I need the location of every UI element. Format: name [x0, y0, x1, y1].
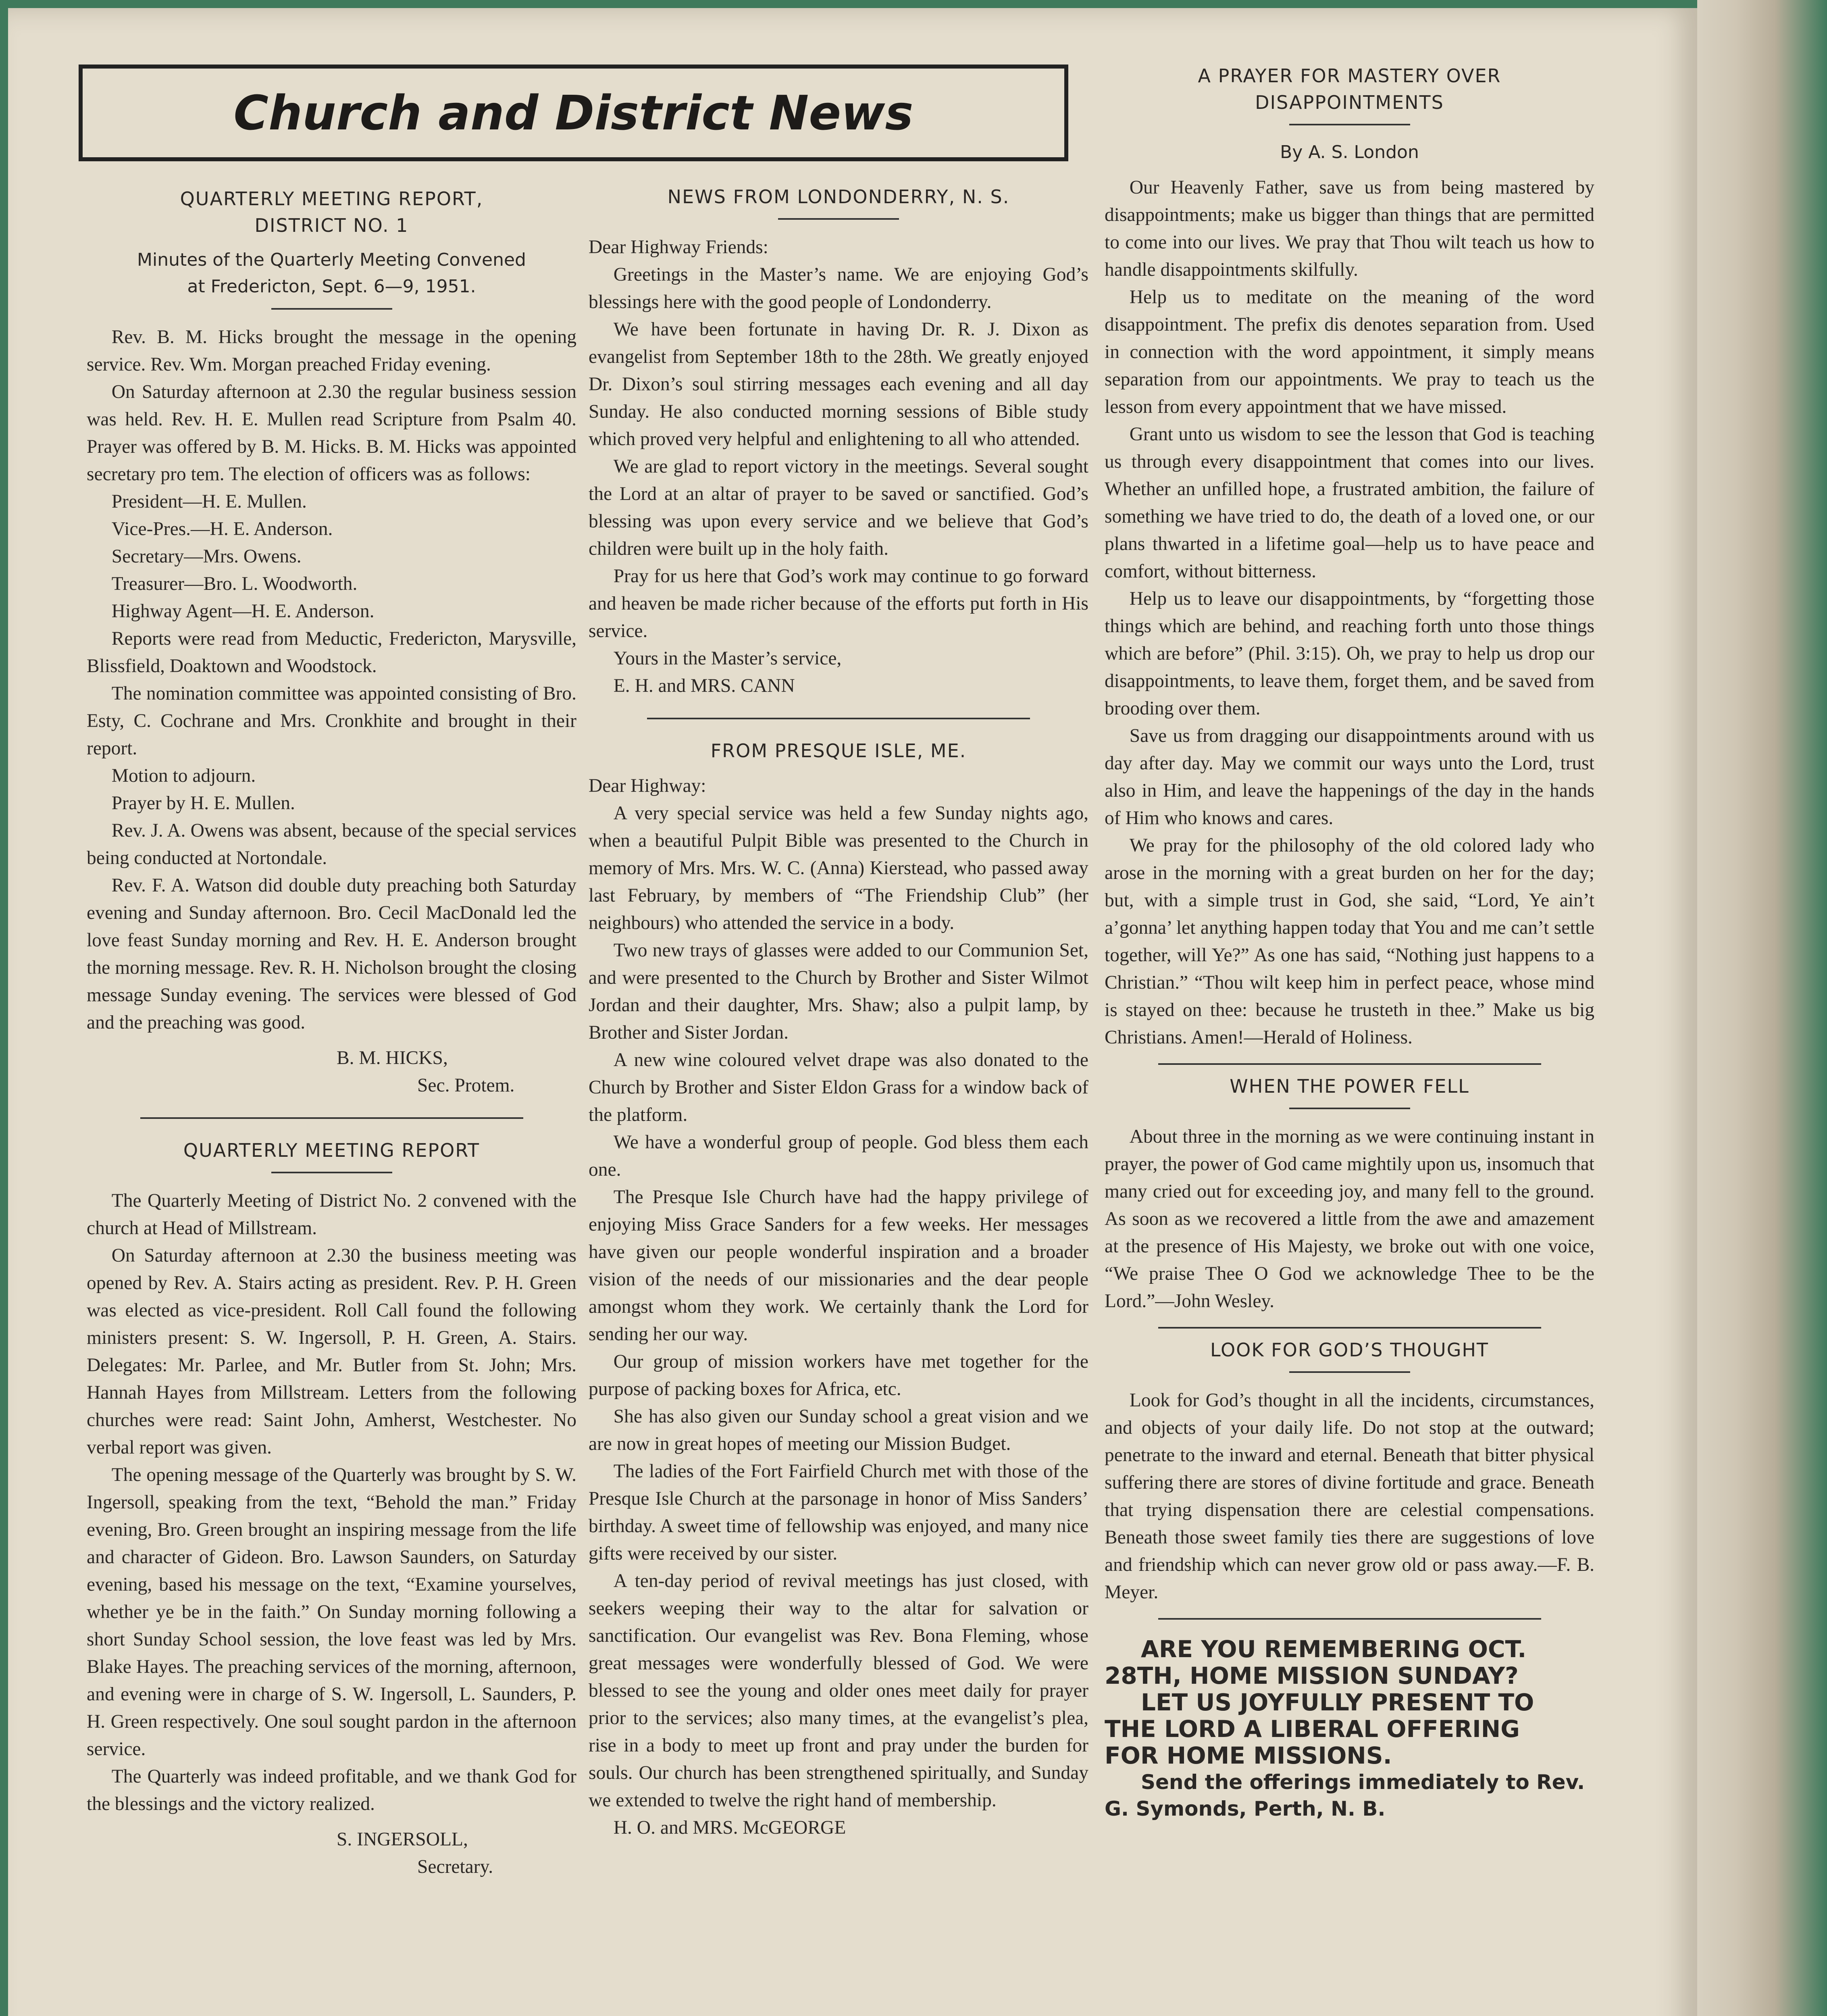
divider: [1289, 124, 1410, 125]
paragraph: Our group of mission workers have met together for the purpose of packing boxes for Africa, etc.: [589, 1351, 1088, 1400]
paragraph: Rev. J. A. Owens was absent, because of the special services being conducted at Nortondale.: [87, 820, 576, 868]
paragraph: A very special service was held a few Sunday nights ago, when a beautiful Pulpit Bible was presented to the Church in memory of Mrs. Mrs. W. C. (Anna) Kierstead, who passed away last February, by members of “The Friendship Club” (her neighbours) who attended the service in a body.: [589, 803, 1088, 933]
paragraph: The Quarterly Meeting of District No. 2 convened with the church at Head of Millstream.: [87, 1190, 576, 1239]
paragraph: Two new trays of glasses were added to our Communion Set, and were presented to the Church by Brother and Sister Wilmot Jordan and their daughter, Mrs. Shaw; also a pulpit lamp, by Brother and Sister Jordan.: [589, 940, 1088, 1043]
paragraph: Prayer by H. E. Mullen.: [111, 793, 295, 814]
article-subheading: Minutes of the Quarterly Meeting Convened at Fredericton, Sept. 6—9, 1951.: [137, 250, 526, 297]
paragraph: We have a wonderful group of people. God bless them each one.: [589, 1132, 1088, 1180]
signature: H. O. and MRS. McGEORGE: [613, 1817, 846, 1838]
column-3: [1105, 62, 1594, 1822]
home-mission-notice: ARE YOU REMEMBERING OCT. 28TH, HOME MISSION SUNDAY? LET US JOYFULLY PRESENT TO THE LORD A LIBERAL OFFERING FOR HOME MISSIONS. Send the offerings immediately to Rev. G. Symonds, Perth, N. B.: [1105, 1635, 1585, 1820]
article-heading: FROM PRESQUE ISLE, ME.: [710, 740, 967, 762]
article-heading: WHEN THE POWER FELL: [1230, 1075, 1469, 1097]
paragraph: Rev. F. A. Watson did double duty preaching both Saturday evening and Sunday afternoon. Bro. Cecil MacDonald led the love feast Sunday morning and Rev. H. E. Anderson brought the morning message. Rev. R. H. Nicholson brought the closing message Sunday evening. The services were blessed of God and the preaching was good.: [87, 875, 576, 1033]
paragraph: We have been fortunate in having Dr. R. J. Dixon as evangelist from September 18th to the 28th. We greatly enjoyed Dr. Dixon’s soul stirring messages each evening and all day Sunday. He also conducted morning sessions of Bible study which proved very helpful and enlightening to all who attended.: [589, 319, 1088, 450]
divider: [271, 308, 392, 310]
paragraph: We pray for the philosophy of the old colored lady who arose in the morning with a great burden on her for the day; but, with a simple trust in God, she said, “Lord, Ye ain’t a’gonna’ let anything happen today that You and me can’t settle together, will Ye?” As one has said, “Nothing just happens to a Christian.” “Thou wilt keep him in perfect peace, whose mind is stayed on thee: because he trusteth in thee.” Make us big Christians. Amen!—Herald of Holiness.: [1105, 835, 1594, 1048]
list-item: President—H. E. Mullen.: [111, 491, 307, 512]
paragraph: About three in the morning as we were continuing instant in prayer, the power of God came mightily upon us, insomuch that many cried out for exceeding joy, and many fell to the ground. As soon as we recovered a little from the awe and amazement at the presence of His Majesty, we broke out with one voice, “We praise Thee O God we acknowledge Thee to be the Lord.”—John Wesley.: [1105, 1126, 1594, 1312]
masthead: Church and District News: [79, 65, 1068, 161]
paragraph: Greetings in the Master’s name. We are enjoying God’s blessings here with the good people of Londonderry.: [589, 264, 1088, 312]
list-item: Vice-Pres.—H. E. Anderson.: [111, 519, 333, 539]
divider: [1158, 1618, 1541, 1620]
article-heading: A PRAYER FOR MASTERY OVER DISAPPOINTMENTS: [1198, 65, 1501, 113]
column-2: [589, 183, 1088, 1841]
signature: S. INGERSOLL, Secretary.: [337, 1829, 493, 1877]
article-heading: QUARTERLY MEETING REPORT, DISTRICT NO. 1: [180, 188, 483, 236]
paragraph: Motion to adjourn.: [111, 765, 256, 786]
divider: [271, 1172, 392, 1173]
salutation: Dear Highway Friends:: [589, 237, 768, 258]
signature: E. H. and MRS. CANN: [613, 675, 795, 696]
article-heading: QUARTERLY MEETING REPORT: [183, 1139, 480, 1161]
paragraph: The opening message of the Quarterly was brought by S. W. Ingersoll, speaking from the text, “Behold the man.” Friday evening, Bro. Green brought an inspiring message from the life and character of Gideon. Bro. Lawson Saunders, on Saturday evening, based his message on the text, “Examine yourselves, whether ye be in the faith.” On Sunday morning following a short Sunday School session, the love feast was led by Mrs. Blake Hayes. The preaching services of the morning, afternoon, and evening were in charge of S. W. Ingersoll, L. Saunders, P. H. Green respectively. One soul sought pardon in the afternoon service.: [87, 1464, 576, 1760]
paragraph: She has also given our Sunday school a great vision and we are now in great hopes of meeting our Mission Budget.: [589, 1406, 1088, 1454]
divider: [1158, 1063, 1541, 1065]
book-spine: [1697, 0, 1827, 2016]
paragraph: A ten-day period of revival meetings has just closed, with seekers weeping their way to the altar for salvation or sanctification. Our evangelist was Rev. Bona Fleming, whose great messages were wonderfully blessed of God. We were blessed to see the young and older ones meet daily for prayer prior to the services; also many times, at the evangelist’s plea, rise in a body to meet up front and pray under the burden for souls. Our church has been strengthened spiritually, and Sunday we extended to twelve the right hand of membership.: [589, 1570, 1088, 1811]
paragraph: Pray for us here that God’s work may continue to go forward and heaven be made richer because of the efforts put forth in His service.: [589, 566, 1088, 641]
paragraph: Save us from dragging our disappointments around with us day after day. May we commit our ways unto the Lord, trust also in Him, and leave the happenings of the day in the hands of Him who knows and cares.: [1105, 725, 1594, 829]
list-item: Highway Agent—H. E. Anderson.: [111, 601, 375, 622]
paragraph: Look for God’s thought in all the incidents, circumstances, and objects of your daily life. Do not stop at the outward; penetrate to the inward and eternal. Beneath that bitter physical suffering there are stores of divine fortitude and grace. Beneath that trying dispensation there are celestial compensations. Beneath those sweet family ties there are suggestions of love and friendship which can never grow old or pass away.—F. B. Meyer.: [1105, 1390, 1594, 1603]
article-heading: NEWS FROM LONDONDERRY, N. S.: [667, 186, 1010, 208]
paragraph: On Saturday afternoon at 2.30 the regular business session was held. Rev. H. E. Mullen read Scripture from Psalm 40. Prayer was offered by B. M. Hicks. B. M. Hicks was appointed secretary pro tem. The election of officers was as follows:: [87, 381, 576, 485]
paragraph: The ladies of the Fort Fairfield Church met with those of the Presque Isle Church at the parsonage in honor of Miss Sanders’ birthday. A sweet time of fellowship was enjoyed, and many nice gifts were received by our sister.: [589, 1461, 1088, 1564]
divider: [1289, 1108, 1410, 1109]
divider: [1158, 1327, 1541, 1329]
divider: [778, 218, 899, 220]
officer-list: [87, 488, 576, 625]
paragraph: Help us to meditate on the meaning of the word disappointment. The prefix dis denotes separation from. Used in connection with the word appointment, it simply means separation from our appointments. We pray to teach us the lesson from every appointment that we have missed.: [1105, 287, 1594, 417]
list-item: Treasurer—Bro. L. Woodworth.: [111, 573, 358, 594]
paragraph: Rev. B. M. Hicks brought the message in the opening service. Rev. Wm. Morgan preached Friday evening.: [87, 327, 576, 375]
paragraph: Help us to leave our disappointments, by “forgetting those things which are behind, and reaching forth unto those things which are before” (Phil. 3:15). Oh, we pray to help us drop our disappointments, to leave them, forget them, and be saved from brooding over them.: [1105, 588, 1594, 719]
divider: [647, 718, 1030, 719]
closing: Yours in the Master’s service,: [613, 648, 842, 669]
divider: [140, 1117, 523, 1119]
divider: [1289, 1371, 1410, 1373]
article-heading: LOOK FOR GOD’S THOUGHT: [1210, 1339, 1489, 1361]
paragraph: We are glad to report victory in the meetings. Several sought the Lord at an altar of prayer to be saved or sanctified. God’s blessing was upon every service and we believe that God’s children were built up in the holy faith.: [589, 456, 1088, 559]
column-1: [87, 185, 576, 1881]
byline: By A. S. London: [1280, 142, 1419, 162]
paragraph: The nomination committee was appointed consisting of Bro. Esty, C. Cochrane and Mrs. Cronkhite and brought in their report.: [87, 683, 576, 759]
paragraph: On Saturday afternoon at 2.30 the business meeting was opened by Rev. A. Stairs acting as president. Rev. P. H. Green was elected as vice-president. Roll Call found the following ministers present: S. W. Ingersoll, P. H. Green, A. Stairs. Delegates: Mr. Parlee, and Mr. Butler from St. John; Mrs. Hannah Hayes from Millstream. Letters from the following churches were read: Saint John, Amherst, Westchester. No verbal report was given.: [87, 1245, 576, 1458]
paragraph: Our Heavenly Father, save us from being mastered by disappointments; make us bigger than things that are permitted to come into our lives. We pray that Thou wilt teach us how to handle disappointments skilfully.: [1105, 177, 1594, 280]
paragraph: The Quarterly was indeed profitable, and we thank God for the blessings and the victory realized.: [87, 1766, 576, 1814]
signature: B. M. HICKS, Sec. Protem.: [337, 1048, 515, 1096]
salutation: Dear Highway:: [589, 775, 706, 796]
paragraph: Reports were read from Meductic, Fredericton, Marysville, Blissfield, Doaktown and Woodstock.: [87, 628, 576, 677]
paragraph: A new wine coloured velvet drape was also donated to the Church by Brother and Sister Eldon Grass for a window back of the platform.: [589, 1050, 1088, 1125]
paragraph: Grant unto us wisdom to see the lesson that God is teaching us through every disappointment that comes into our lives. Whether an unfilled hope, a frustrated ambition, the failure of something we have tried to do, the death of a loved one, or our plans thwarted in a lifetime goal—help us to have peace and comfort, without bitterness.: [1105, 424, 1594, 582]
paragraph: The Presque Isle Church have had the happy privilege of enjoying Miss Grace Sanders for a few weeks. Her messages have given our people wonderful inspiration and a broader vision of the needs of our missionaries and the dear people amongst whom they work. We certainly thank the Lord for sending her our way.: [589, 1187, 1088, 1345]
list-item: Secretary—Mrs. Owens.: [111, 546, 302, 567]
